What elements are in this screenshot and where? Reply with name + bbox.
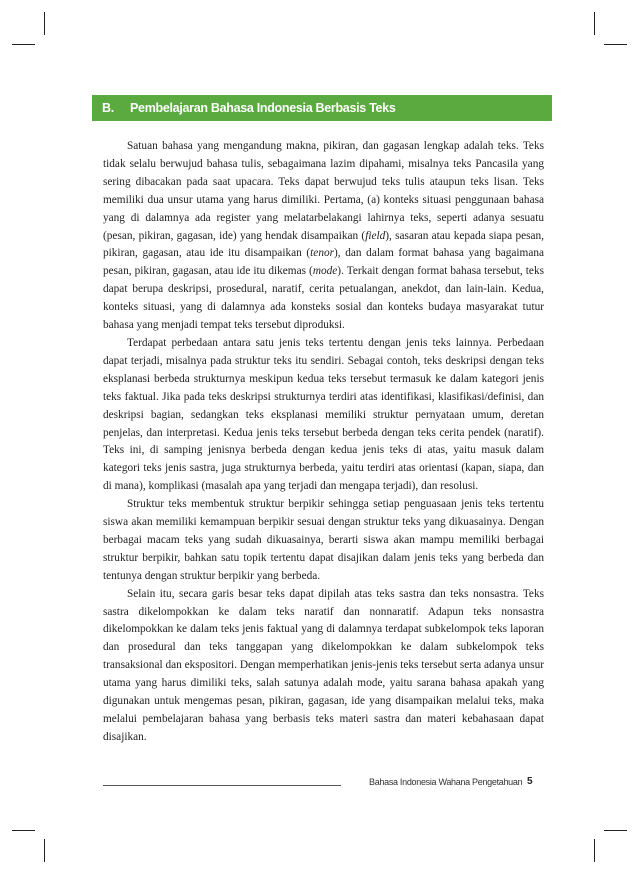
paragraph-3: Struktur teks membentuk struktur berpikir sehingga setiap penguasaan jenis teks tertentu siswa akan memiliki kemampuan berpikir sesuai dengan struktur teks yang dikuasainya. Dengan berbagai macam teks yang sudah dikuasainya, berarti siswa akan mampu memiliki berbagai struktur berpikir, bahkan satu topik tertentu dapat disajikan dalam jenis teks yang berbeda dan tentunya dengan struktur berpikir yang berbeda.: [103, 498, 544, 582]
section-heading-bar: [92, 95, 552, 121]
footer-book-title: Bahasa Indonesia Wahana Pengetahuan: [369, 777, 523, 787]
term-tenor: tenor: [310, 247, 335, 260]
section-number: B.: [102, 101, 114, 115]
section-title: Pembelajaran Bahasa Indonesia Berbasis Teks: [130, 101, 396, 115]
term-mode: mode: [312, 265, 338, 278]
footer-rule: [103, 785, 341, 786]
paragraph-2: Terdapat perbedaan antara satu jenis teks tertentu dengan jenis teks lainnya. Perbedaan dapat terjadi, misalnya pada struktur teks itu sendiri. Sebagai contoh, teks deskripsi dengan teks eksplanasi berbeda strukturnya meskipun kedua teks tersebut termasuk ke dalam kategori jenis teks faktual. Jika pada teks deskripsi strukturnya terdiri atas identifikasi, klasifikasi/definisi, dan deskripsi bagian, sedangkan teks eksplanasi memiliki struktur pernyataan umum, deretan penjelas, dan interpretasi. Kedua jenis teks tersebut berbeda dengan teks cerita pendek (naratif). Teks ini, di samping jenisnya berbeda dengan kedua jenis teks di atas, yaitu masuk dalam kategori teks jenis sastra, juga strukturnya berbeda, yaitu terdiri atas orientasi (kapan, siapa, dan di mana), komplikasi (masalah apa yang terjadi dan mengapa terjadi), dan resolusi.: [103, 336, 544, 493]
paragraph-4: Selain itu, secara garis besar teks dapat dipilah atas teks sastra dan teks nonsastra. Teks sastra dikelompokkan ke dalam teks naratif dan nonnaratif. Adapun teks nonsastra dikelompokkan ke dalam teks jenis faktual yang di dalamnya terdapat subkelompok teks laporan dan prosedural dan teks tanggapan yang dikelompokkan ke dalam subkelompok teks transaksional dan ekspositori. Dengan memperhatikan jenis-jenis teks tersebut serta adanya unsur utama yang harus dimiliki teks, salah satunya adalah mode, yaitu sarana bahasa apakah yang digunakan untuk mengemas pesan, pikiran, gagasan, ide yang disampaikan melalui teks, maka melalui pembelajaran bahasa yang berbasis teks materi sastra dan materi kebahasaan dapat disajikan.: [103, 587, 544, 743]
body-text: [103, 138, 544, 747]
term-field: field: [365, 229, 386, 242]
paragraph-1: Satuan bahasa yang mengandung makna, pikiran, dan gagasan lengkap adalah teks. Teks tidak selalu berwujud bahasa tulis, sebagaimana lazim dipahami, misalnya teks Pancasila yang sering dibacakan pada saat upacara. Teks dapat berwujud teks tulis ataupun teks lisan. Teks memiliki dua unsur utama yang harus dimiliki. Pertama, (a) konteks situasi penggunaan bahasa yang di dalamnya ada register yang melatarbelakangi lahirnya teks, seperti adanya sesuatu (pesan, pikiran, gagasan, ide) yang hendak disampaikan (field), sasaran atau kepada siapa pesan, pikiran, gagasan, atau ide itu disampaikan (tenor), dan dalam format bahasa yang bagaimana pesan, pikiran, gagasan, atau ide itu dikemas (mode). Terkait dengan format bahasa tersebut, teks dapat berupa deskripsi, prosedural, naratif, cerita petualangan, anekdot, dan lain-lain. Kedua, konteks situasi, yang di dalamnya ada konsteks sosial dan konteks budaya masyarakat tutur bahasa yang menjadi tempat teks tersebut diproduksi.: [103, 140, 544, 332]
page-number: 5: [527, 776, 533, 787]
